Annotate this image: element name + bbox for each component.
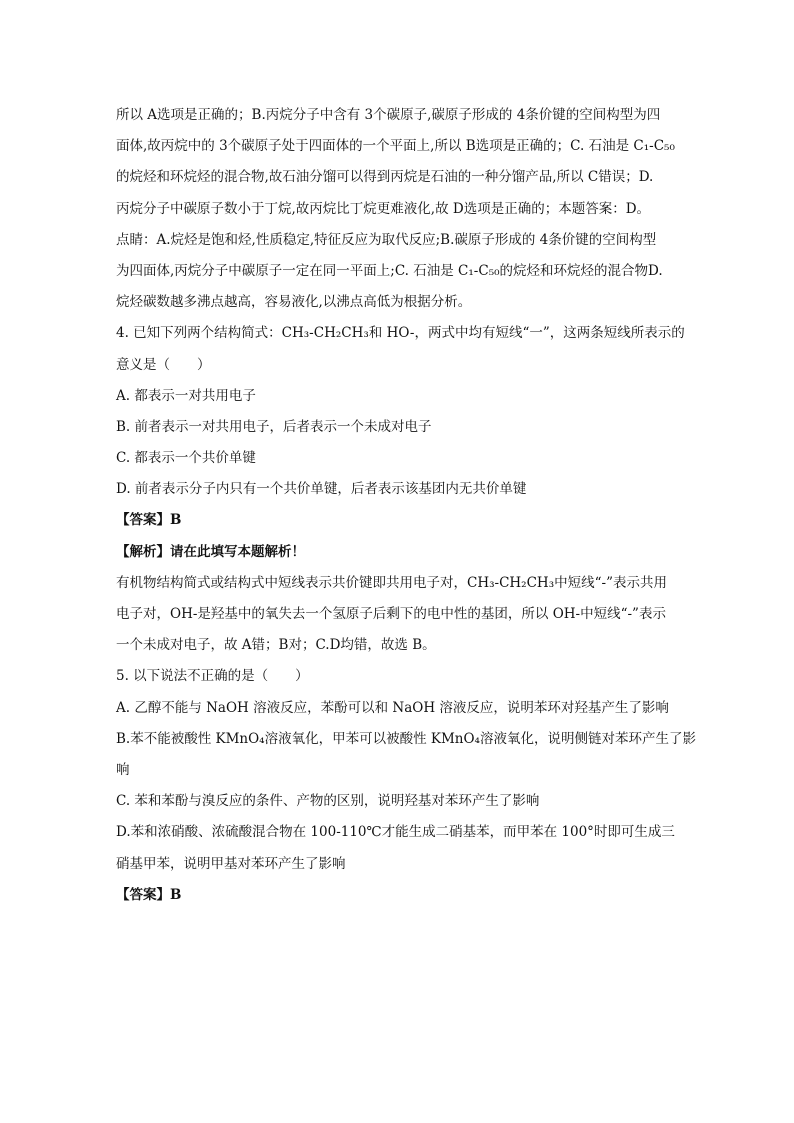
text-line: 的烷烃和环烷烃的混合物,故石油分馏可以得到丙烷是石油的一种分馏产品,所以 C错误；D. xyxy=(116,169,654,186)
option-c: C. 都表示一个共价单键 xyxy=(116,450,256,467)
analysis-text: 有机物结构简式或结构式中短线表示共价键即共用电子对，CH₃-CH₂CH₃中短线“-”表示共用 xyxy=(116,574,667,591)
answer-label: 【答案】B xyxy=(116,886,182,903)
option-a: A. 都表示一对共用电子 xyxy=(116,387,256,404)
analysis-text: 电子对，OH-是羟基中的氧失去一个氢原子后剩下的电中性的基团，所以 OH-中短线“-”表示 xyxy=(116,606,666,622)
text-line: 所以 A选项是正确的；B.丙烷分子中含有 3个碳原子,碳原子形成的 4条价键的空间构型为四 xyxy=(116,107,661,123)
option-a: A. 乙醇不能与 NaOH 溶液反应，苯酚可以和 NaOH 溶液反应，说明苯环对羟基产生了影响 xyxy=(116,699,669,716)
analysis-label: 【解析】请在此填写本题解析！ xyxy=(116,543,305,560)
option-b: B. 前者表示一对共用电子，后者表示一个未成对电子 xyxy=(116,418,432,435)
answer-label: 【答案】B xyxy=(116,512,182,529)
option-d: D.苯和浓硝酸、浓硫酸混合物在 100-110℃才能生成二硝基苯，而甲苯在 100°时即可生成三 xyxy=(116,824,675,841)
text-line: 面体,故丙烷中的 3个碳原子处于四面体的一个平面上,所以 B选项是正确的；C. 石油是 C₁-C₅₀ xyxy=(116,138,675,155)
question-4-stem: 4. 已知下列两个结构简式：CH₃-CH₂CH₃和 HO-，两式中均有短线“一”，这两条短线所表示的 xyxy=(116,325,685,342)
question-5-stem: 5. 以下说法不正确的是（ ） xyxy=(116,668,309,685)
question-4-stem: 意义是（ ） xyxy=(116,356,211,373)
text-line: 为四面体,丙烷分子中碳原子一定在同一平面上;C. 石油是 C₁-C₅₀的烷烃和环烷烃的混合物D. xyxy=(116,262,663,279)
option-c: C. 苯和苯酚与溴反应的条件、产物的区别，说明羟基对苯环产生了影响 xyxy=(116,793,540,810)
option-b: 响 xyxy=(116,761,130,778)
option-d: 硝基甲苯，说明甲基对苯环产生了影响 xyxy=(116,855,346,872)
text-line: 丙烷分子中碳原子数小于丁烷,故丙烷比丁烷更难液化,故 D选项是正确的；本题答案：D。 xyxy=(116,200,651,217)
option-d: D. 前者表示分子内只有一个共价单键，后者表示该基团内无共价单键 xyxy=(116,481,527,498)
analysis-text: 一个未成对电子，故 A错；B对；C.D均错，故选 B。 xyxy=(116,637,436,654)
tip-line: 点睛：A.烷烃是饱和烃,性质稳定,特征反应为取代反应;B.碳原子形成的 4条价键的空间构型 xyxy=(116,231,657,248)
option-b: B.苯不能被酸性 KMnO₄溶液氧化，甲苯可以被酸性 KMnO₄溶液氧化，说明侧链对苯环产生了影 xyxy=(116,730,696,747)
document-body xyxy=(116,100,696,911)
text-line: 烷烃碳数越多沸点越高，容易液化,以沸点高低为根据分析。 xyxy=(116,294,472,311)
